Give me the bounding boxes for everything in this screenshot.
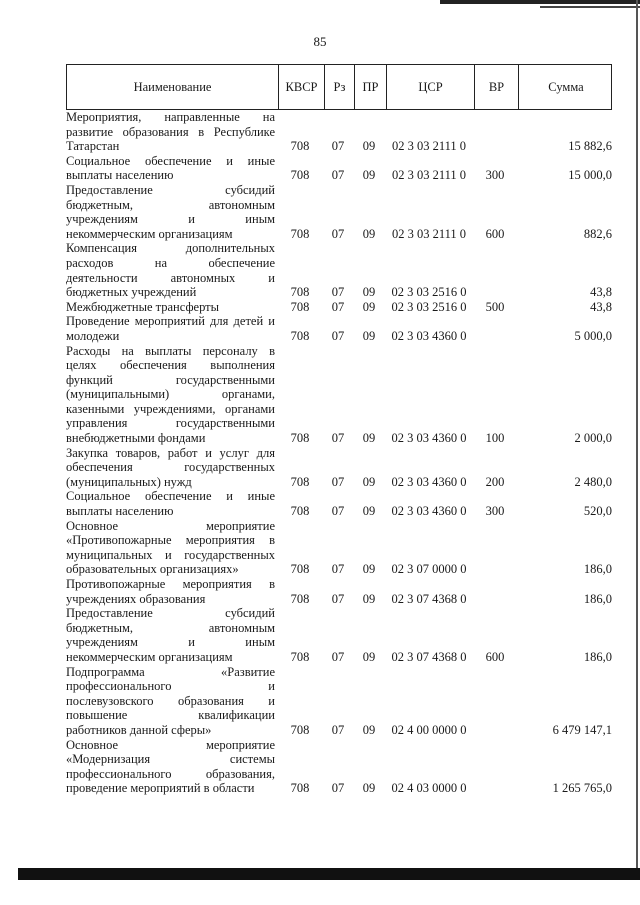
row-rz: 07	[331, 591, 345, 606]
row-name-line: управления государственными	[66, 416, 275, 431]
row-name-line: деятельности автономных и	[66, 270, 275, 285]
row-pr: 09	[362, 562, 376, 577]
row-name-line: обеспечения государственных	[66, 460, 275, 475]
row-name-line: казенными учреждениями, органами	[66, 401, 275, 416]
right-edge-line	[636, 0, 638, 880]
row-name-line: Социальное обеспечение и иные	[66, 489, 275, 504]
row-name	[66, 241, 277, 299]
row-kvsr: 708	[290, 649, 310, 664]
table-row	[66, 519, 612, 577]
row-name-line: Мероприятия, направленные на	[66, 110, 275, 124]
row-kvsr: 708	[290, 431, 310, 446]
row-name	[66, 154, 277, 183]
budget-table	[66, 64, 612, 796]
row-name-line: Противопожарные мероприятия в	[66, 577, 275, 591]
row-name-line: внебюджетными фондами	[66, 431, 206, 446]
row-vr: 600	[485, 226, 505, 241]
row-name-line: Проведение мероприятий для детей и	[66, 314, 275, 329]
row-kvsr: 708	[290, 168, 310, 183]
row-rz: 07	[331, 226, 345, 241]
row-csr: 02 3 03 4360 0	[391, 474, 467, 489]
table-body	[66, 110, 612, 796]
row-name-line: бюджетных учреждений	[66, 285, 197, 300]
row-name-line: целях обеспечения выполнения	[66, 358, 275, 373]
row-name-line: молодежи	[66, 328, 120, 343]
row-rz: 07	[331, 474, 345, 489]
row-kvsr: 708	[290, 285, 310, 300]
row-pr: 09	[362, 226, 376, 241]
row-kvsr: 708	[290, 504, 310, 519]
row-csr: 02 4 00 0000 0	[391, 722, 467, 737]
row-name-line: бюджетным, автономным	[66, 620, 275, 635]
row-name-line: образовательных организациях»	[66, 562, 239, 577]
row-vr: 100	[485, 431, 505, 446]
row-name	[66, 446, 277, 490]
row-csr: 02 3 03 4360 0	[391, 504, 467, 519]
row-name-line: Межбюджетные трансферты	[66, 299, 220, 314]
row-pr: 09	[362, 649, 376, 664]
row-csr: 02 3 03 4360 0	[391, 431, 467, 446]
row-rz: 07	[331, 562, 345, 577]
row-name	[66, 519, 277, 577]
row-name-line: проведение мероприятий в области	[66, 781, 255, 796]
row-name-line: Предоставление субсидий	[66, 606, 275, 621]
row-sum: 2 480,0	[574, 474, 612, 489]
row-name-line: повышение квалификации	[66, 708, 275, 723]
row-csr: 02 4 03 0000 0	[391, 781, 467, 796]
row-name-line: профессионального образования,	[66, 766, 275, 781]
row-pr: 09	[362, 781, 376, 796]
table-row	[66, 606, 612, 664]
row-name-line: некоммерческим организациям	[66, 226, 233, 241]
row-name-line: работников данной сферы»	[66, 722, 212, 737]
table-row	[66, 110, 612, 154]
row-name-line: Расходы на выплаты персоналу в	[66, 343, 275, 358]
row-name	[66, 489, 277, 518]
row-name-line: «Модернизация системы	[66, 752, 275, 767]
row-rz: 07	[331, 649, 345, 664]
row-kvsr: 708	[290, 781, 310, 796]
row-name-line: (муниципальных) нужд	[66, 474, 192, 489]
row-kvsr: 708	[290, 328, 310, 343]
row-name-line: некоммерческим организациям	[66, 649, 233, 664]
row-kvsr: 708	[290, 299, 310, 314]
row-rz: 07	[331, 781, 345, 796]
bottom-border-bar	[18, 868, 640, 880]
row-name	[66, 110, 277, 154]
row-sum: 2 000,0	[574, 431, 612, 446]
row-csr: 02 3 03 4360 0	[391, 328, 467, 343]
row-pr: 09	[362, 474, 376, 489]
row-rz: 07	[331, 431, 345, 446]
row-name-line: Предоставление субсидий	[66, 182, 275, 197]
row-name-line: учреждениях образования	[66, 591, 206, 606]
row-name-line: «Противопожарные мероприятия в	[66, 533, 275, 548]
row-kvsr: 708	[290, 591, 310, 606]
row-sum: 43,8	[590, 299, 612, 314]
header-rz: Рз	[324, 65, 354, 109]
table-row	[66, 314, 612, 343]
table-row	[66, 154, 612, 183]
row-pr: 09	[362, 285, 376, 300]
row-name	[66, 606, 277, 664]
top-border-line-secondary	[540, 6, 640, 8]
row-rz: 07	[331, 504, 345, 519]
row-pr: 09	[362, 591, 376, 606]
row-rz: 07	[331, 139, 345, 154]
row-pr: 09	[362, 168, 376, 183]
row-sum: 15 882,6	[568, 139, 612, 154]
row-csr: 02 3 07 0000 0	[391, 562, 467, 577]
page-number: 85	[313, 34, 327, 49]
row-sum: 186,0	[583, 562, 612, 577]
row-csr: 02 3 03 2111 0	[391, 139, 467, 154]
table-row	[66, 446, 612, 490]
row-name-line: профессионального и	[66, 679, 275, 694]
row-name-line: Основное мероприятие	[66, 518, 275, 533]
row-vr: 300	[485, 168, 505, 183]
row-pr: 09	[362, 504, 376, 519]
row-rz: 07	[331, 328, 345, 343]
row-sum: 186,0	[583, 591, 612, 606]
row-pr: 09	[362, 328, 376, 343]
table-row	[66, 183, 612, 241]
row-rz: 07	[331, 722, 345, 737]
row-pr: 09	[362, 431, 376, 446]
row-vr: 300	[485, 504, 505, 519]
row-name-line: Компенсация дополнительных	[66, 241, 275, 256]
row-kvsr: 708	[290, 562, 310, 577]
row-name-line: выплаты населению	[66, 168, 174, 183]
row-csr: 02 3 03 2111 0	[391, 226, 467, 241]
row-csr: 02 3 07 4368 0	[391, 591, 467, 606]
header-name: Наименование	[133, 79, 212, 94]
table-row	[66, 344, 612, 446]
row-sum: 1 265 765,0	[552, 781, 612, 796]
row-name-line: Татарстан	[66, 139, 120, 154]
table-row	[66, 489, 612, 518]
row-name-line: бюджетным, автономным	[66, 197, 275, 212]
row-rz: 07	[331, 299, 345, 314]
row-sum: 6 479 147,1	[552, 722, 612, 737]
row-sum: 882,6	[583, 226, 612, 241]
header-csr: ЦСР	[386, 65, 474, 109]
row-name-line: (муниципальными) органами,	[66, 387, 275, 402]
table-row	[66, 577, 612, 606]
row-sum: 186,0	[583, 649, 612, 664]
row-kvsr: 708	[290, 474, 310, 489]
row-name	[66, 665, 277, 738]
row-name	[66, 183, 277, 241]
row-sum: 5 000,0	[574, 328, 612, 343]
row-name	[66, 344, 277, 446]
row-kvsr: 708	[290, 226, 310, 241]
row-name-line: учреждениям и иным	[66, 635, 275, 650]
row-name-line: Подпрограмма «Развитие	[66, 664, 275, 679]
row-rz: 07	[331, 168, 345, 183]
row-kvsr: 708	[290, 139, 310, 154]
row-pr: 09	[362, 139, 376, 154]
table-row	[66, 241, 612, 299]
table-row	[66, 665, 612, 738]
top-border-line	[440, 0, 640, 4]
row-name	[66, 314, 277, 343]
header-sum: Сумма	[518, 65, 613, 109]
header-pr: ПР	[354, 65, 386, 109]
row-name-line: выплаты населению	[66, 504, 174, 519]
row-name-line: расходов на обеспечение	[66, 255, 275, 270]
row-csr: 02 3 07 4368 0	[391, 649, 467, 664]
row-name	[66, 738, 277, 796]
row-name-line: послевузовского образования и	[66, 693, 275, 708]
row-name	[66, 300, 277, 315]
header-kvsr: КВСР	[278, 65, 324, 109]
row-vr: 200	[485, 474, 505, 489]
row-rz: 07	[331, 285, 345, 300]
table-header	[66, 64, 612, 110]
row-sum: 43,8	[590, 285, 612, 300]
row-csr: 02 3 03 2516 0	[391, 299, 467, 314]
row-csr: 02 3 03 2516 0	[391, 285, 467, 300]
row-name-line: Социальное обеспечение и иные	[66, 153, 275, 168]
header-vr: ВР	[474, 65, 518, 109]
row-pr: 09	[362, 299, 376, 314]
row-sum: 15 000,0	[568, 168, 612, 183]
row-name-line: Основное мероприятие	[66, 737, 275, 752]
table-row	[66, 300, 612, 315]
row-kvsr: 708	[290, 722, 310, 737]
row-name	[66, 577, 277, 606]
row-name-line: муниципальных и государственных	[66, 547, 275, 562]
row-pr: 09	[362, 722, 376, 737]
row-sum: 520,0	[583, 504, 612, 519]
row-name-line: развитие образования в Республике	[66, 124, 275, 139]
row-csr: 02 3 03 2111 0	[391, 168, 467, 183]
row-name-line: учреждениям и иным	[66, 212, 275, 227]
row-name-line: Закупка товаров, работ и услуг для	[66, 445, 275, 460]
row-vr: 600	[485, 649, 505, 664]
table-row	[66, 738, 612, 796]
row-name-line: функций государственными	[66, 372, 275, 387]
row-vr: 500	[485, 299, 505, 314]
